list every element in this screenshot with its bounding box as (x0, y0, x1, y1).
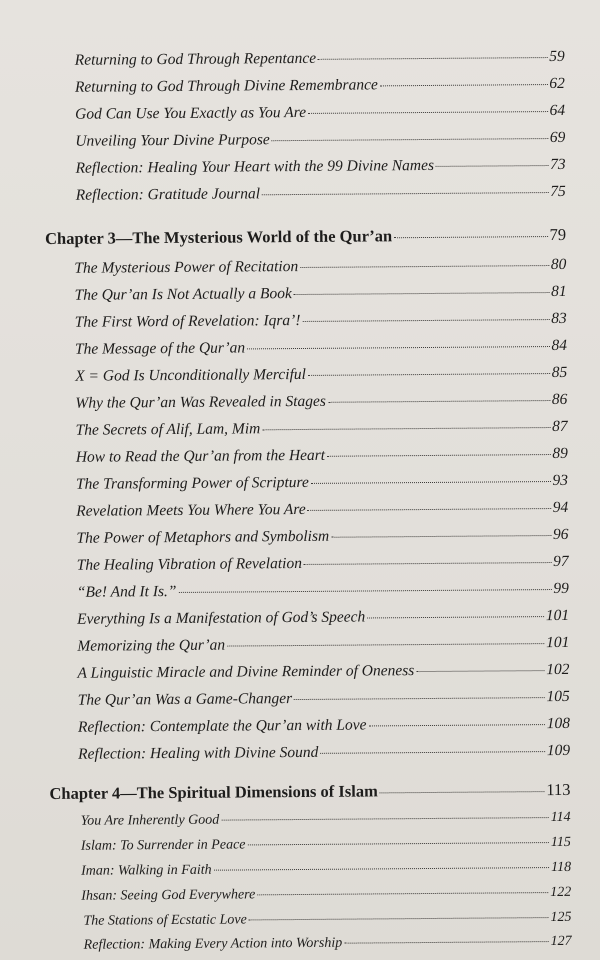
entry-title: X = God Is Unconditionally Merciful (75, 365, 306, 385)
entry-title: Ihsan: Seeing God Everywhere (81, 887, 256, 904)
entry-page-number: 89 (552, 444, 568, 463)
entry-page-number: 102 (546, 660, 570, 679)
toc-entry (83, 910, 571, 930)
entry-page-number: 69 (549, 128, 566, 147)
entry-page-number: 115 (550, 834, 571, 851)
toc-entry (75, 310, 567, 332)
entry-page-number: 83 (551, 309, 567, 328)
toc-entry (76, 526, 568, 548)
entry-page-number: 81 (550, 282, 567, 301)
toc-entry (76, 183, 566, 205)
entry-title: The Message of the Qur’an (74, 339, 246, 358)
entry-page-number: 108 (546, 714, 570, 733)
entry-page-number: 118 (551, 859, 572, 876)
dot-leader (308, 373, 550, 376)
toc-entry (81, 860, 571, 880)
toc-entry (84, 934, 572, 954)
entry-page-number: 101 (545, 606, 570, 625)
entry-title: The Power of Metaphors and Symbolism (76, 527, 330, 547)
dot-leader (367, 616, 544, 618)
entry-title: How to Read the Qur’an from the Heart (75, 446, 326, 466)
toc-entry (77, 634, 569, 656)
entry-title: A Linguistic Miracle and Divine Reminder of Oneness (77, 662, 415, 682)
dot-leader (308, 111, 548, 114)
entry-title: Iman: Walking in Faith (81, 862, 212, 879)
dot-leader (344, 941, 548, 944)
dot-leader (249, 917, 549, 920)
dot-leader (368, 724, 544, 726)
entry-title: The First Word of Revelation: Iqra’! (74, 311, 301, 331)
toc-entry (75, 129, 565, 151)
entry-title: The Healing Vibration of Revelation (76, 554, 303, 574)
dot-leader (380, 791, 545, 793)
dot-leader (327, 454, 550, 457)
toc-entry (75, 48, 565, 70)
dot-leader (416, 670, 544, 672)
entry-title: Reflection: Gratitude Journal (75, 185, 261, 204)
dot-leader (272, 138, 548, 141)
toc-entry (77, 607, 569, 629)
entry-page-number: 93 (552, 471, 569, 490)
entry-title: Returning to God Through Divine Remembrance (74, 76, 378, 96)
dot-leader (294, 697, 544, 700)
dot-leader (227, 643, 544, 646)
dot-leader (380, 84, 548, 86)
toc-entry (77, 553, 569, 575)
entry-title: Reflection: Healing Your Heart with the 99 Divine Names (75, 156, 435, 177)
entry-page-number: 122 (550, 884, 572, 901)
entry-page-number: 64 (549, 101, 566, 120)
entry-page-number: 96 (552, 525, 569, 544)
entry-page-number: 101 (545, 633, 570, 652)
entry-page-number: 99 (553, 579, 569, 598)
toc-entry (78, 715, 570, 737)
entry-page-number: 105 (546, 687, 570, 706)
entry-page-number: 75 (550, 182, 566, 201)
entry-page-number: 86 (551, 390, 568, 409)
entry-page-number: 73 (549, 155, 566, 174)
toc-entry (81, 885, 571, 905)
dot-leader (320, 751, 545, 754)
entry-title: The Transforming Power of Scripture (75, 473, 309, 493)
toc-entry (78, 742, 570, 764)
entry-page-number: 85 (551, 363, 568, 382)
dot-leader (247, 346, 549, 349)
toc-entry (76, 445, 568, 467)
dot-leader (394, 236, 547, 238)
entry-title: Unveiling Your Divine Purpose (75, 131, 270, 150)
dot-leader (262, 427, 550, 430)
dot-leader (178, 589, 551, 593)
entry-page-number: 97 (553, 552, 569, 571)
dot-leader (308, 508, 551, 511)
entry-page-number: 125 (550, 909, 572, 926)
toc-entry (77, 580, 569, 602)
entry-title: Revelation Meets You Where You Are (76, 500, 306, 520)
toc-entry (76, 472, 568, 494)
chapter-heading (45, 225, 566, 249)
toc-entry (76, 499, 568, 521)
entry-page-number: 80 (550, 255, 567, 274)
entry-page-number: 114 (550, 809, 571, 826)
chapter-heading (49, 780, 570, 804)
entry-page-number: 87 (552, 417, 568, 436)
entry-title: Memorizing the Qur’an (77, 636, 226, 655)
toc-entry (75, 364, 567, 386)
entry-title: Reflection: Contemplate the Qur’an with Love (77, 716, 367, 736)
entry-title: Islam: To Surrender in Peace (80, 837, 246, 854)
dot-leader (262, 192, 548, 195)
dot-leader (302, 319, 549, 322)
entry-title: Reflection: Healing with Divine Sound (78, 743, 319, 763)
toc-entry (75, 75, 565, 97)
entry-title: Why the Qur’an Was Revealed in Stages (75, 392, 326, 412)
entry-page-number: 127 (550, 933, 572, 950)
dot-leader (331, 535, 551, 538)
entry-page-number: 59 (549, 47, 565, 66)
entry-page-number: 94 (552, 498, 569, 517)
toc-entry (75, 156, 565, 178)
toc-entry (74, 256, 566, 278)
entry-title: The Qur’an Is Not Actually a Book (74, 285, 292, 304)
toc-entry (77, 661, 569, 683)
toc-entry (74, 283, 566, 305)
entry-title: The Qur’an Was a Game-Changer (77, 690, 293, 709)
entry-title: “Be! And It Is.” (76, 582, 177, 601)
dot-leader (318, 57, 547, 60)
toc-entry (76, 418, 568, 440)
entry-page-number: 84 (551, 336, 568, 355)
entry-title: You Are Inherently Good (80, 812, 220, 829)
dot-leader (311, 481, 551, 484)
dot-leader (214, 867, 549, 871)
entry-title: The Mysterious Power of Recitation (74, 258, 299, 277)
entry-title: Returning to God Through Repentance (74, 49, 317, 69)
entry-title: The Secrets of Alif, Lam, Mim (75, 420, 261, 439)
entry-title: Everything Is a Manifestation of God’s Speech (77, 608, 366, 628)
chapter-page-number: 113 (546, 779, 571, 800)
dot-leader (257, 892, 548, 895)
toc-entry (81, 810, 571, 830)
dot-leader (247, 842, 548, 845)
chapter-page-number: 79 (549, 224, 567, 245)
entry-page-number: 109 (546, 741, 571, 760)
toc-entry (75, 337, 567, 359)
entry-title: God Can Use You Exactly as You Are (75, 103, 307, 123)
toc-entry (75, 102, 565, 124)
chapter-title: Chapter 4—The Spiritual Dimensions of Islam (49, 781, 378, 803)
chapter-title: Chapter 3—The Mysterious World of the Qur’an (45, 226, 393, 248)
dot-leader (300, 265, 549, 268)
entry-title: Reflection: Making Every Action into Worship (83, 935, 343, 953)
dot-leader (436, 165, 548, 167)
dot-leader (304, 562, 551, 565)
toc-entry (75, 391, 567, 413)
toc-entry (81, 835, 571, 855)
entry-page-number: 62 (549, 74, 565, 93)
dot-leader (221, 817, 548, 821)
dot-leader (294, 292, 549, 295)
entry-title: The Stations of Ecstatic Love (83, 912, 247, 929)
dot-leader (328, 400, 550, 403)
toc-entry (78, 688, 570, 710)
